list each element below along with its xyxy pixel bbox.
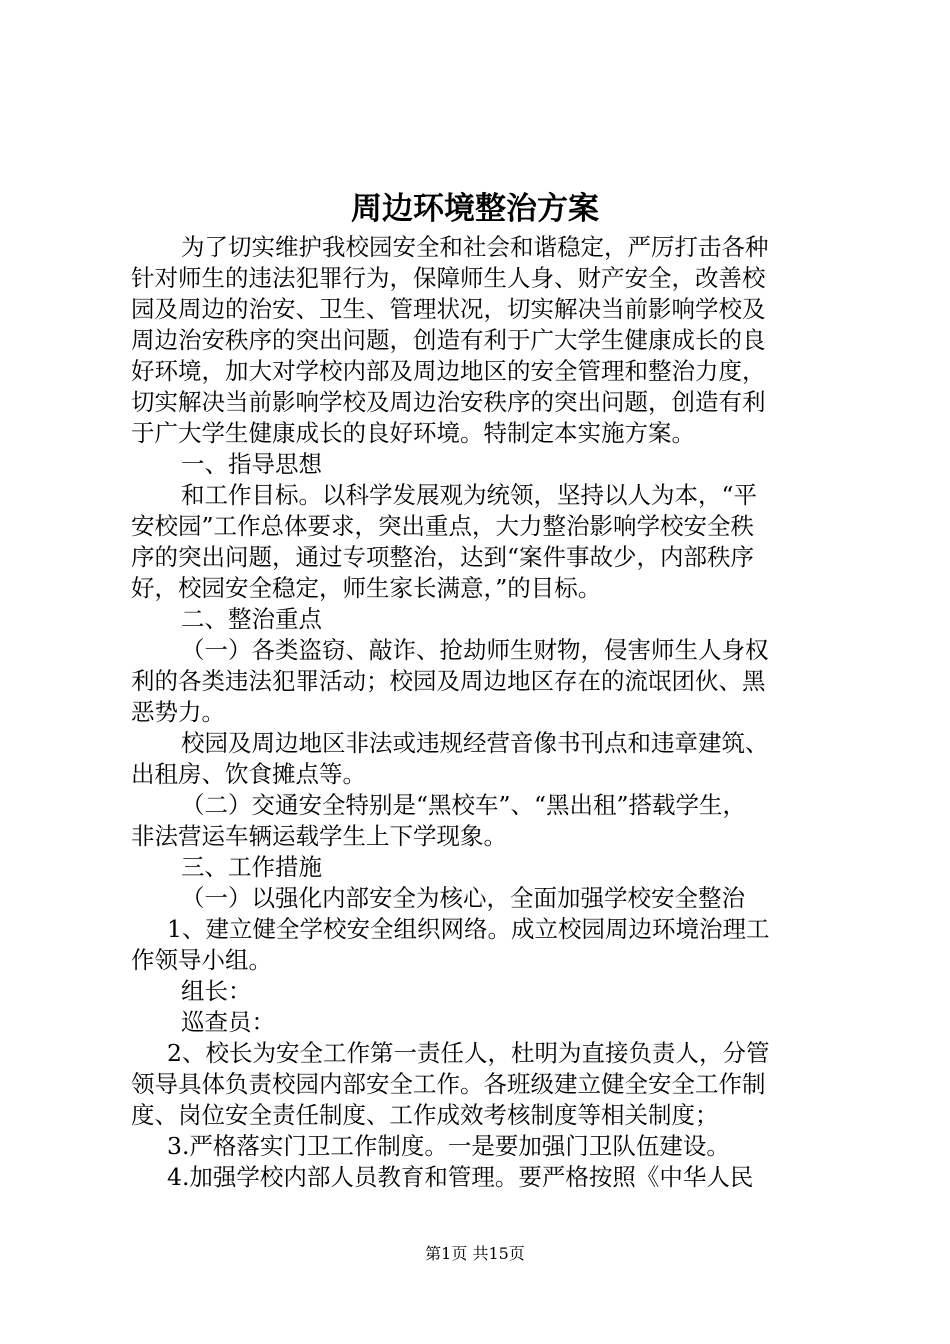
body-line: 2、校长为安全工作第一责任人，杜明为直接负责人，分管 bbox=[167, 1039, 770, 1067]
body-line: 针对师生的违法犯罪行为，保障师生人身、财产安全，改善校 bbox=[131, 264, 766, 292]
document-title: 周边环境整治方案 bbox=[351, 191, 599, 227]
body-line: 安校园”工作总体要求，突出重点，大力整治影响学校安全秩 bbox=[131, 512, 755, 540]
body-line: 序的突出问题，通过专项整治，达到“案件事故少，内部秩序 bbox=[131, 543, 755, 571]
body-line: 一、指导思想 bbox=[181, 450, 322, 478]
page-footer: 第1页 共15页 bbox=[425, 1244, 525, 1263]
body-line: 度、岗位安全责任制度、工作成效考核制度等相关制度； bbox=[131, 1101, 719, 1129]
body-line: 三、工作措施 bbox=[181, 853, 322, 881]
body-line: 好环境，加大对学校内部及周边地区的安全管理和整治力度， bbox=[131, 357, 766, 385]
body-line: 领导具体负责校园内部安全工作。各班级建立健全安全工作制 bbox=[131, 1070, 766, 1098]
body-line: 切实解决当前影响学校及周边治安秩序的突出问题，创造有利 bbox=[131, 388, 766, 416]
body-line: （一）各类盗窃、敲诈、抢劫师生财物，侵害师生人身权 bbox=[181, 636, 769, 664]
body-line: 出租房、饮食摊点等。 bbox=[131, 760, 366, 788]
body-line: 作领导小组。 bbox=[131, 946, 272, 974]
body-line: 为了切实维护我校园安全和社会和谐稳定，严厉打击各种 bbox=[181, 233, 769, 261]
body-line: 巡查员： bbox=[181, 1008, 275, 1036]
body-line: 利的各类违法犯罪活动；校园及周边地区存在的流氓团伙、黑 bbox=[131, 667, 766, 695]
body-line: 校园及周边地区非法或违规经营音像书刊点和违章建筑、 bbox=[181, 729, 769, 757]
body-line: 4.加强学校内部人员教育和管理。要严格按照《中华人民 bbox=[167, 1163, 754, 1191]
body-line: 1、建立健全学校安全组织网络。成立校园周边环境治理工 bbox=[167, 915, 770, 943]
body-line: 非法营运车辆运载学生上下学现象。 bbox=[131, 822, 507, 850]
body-line: 于广大学生健康成长的良好环境。特制定本实施方案。 bbox=[131, 419, 695, 447]
body-line: 3.严格落实门卫工作制度。一是要加强门卫队伍建设。 bbox=[167, 1132, 730, 1160]
body-line: 组长： bbox=[181, 977, 252, 1005]
body-line: 好，校园安全稳定，师生家长满意，”的目标。 bbox=[131, 574, 602, 602]
document-body bbox=[131, 232, 841, 1193]
body-line: 二、整治重点 bbox=[181, 605, 322, 633]
body-line: 恶势力。 bbox=[131, 698, 225, 726]
body-line: （二）交通安全特别是“黑校车”、“黑出租”搭载学生， bbox=[181, 791, 747, 819]
body-line: 和工作目标。以科学发展观为统领，坚持以人为本，“平 bbox=[181, 481, 758, 509]
body-line: （一）以强化内部安全为核心，全面加强学校安全整治 bbox=[181, 884, 745, 912]
body-line: 园及周边的治安、卫生、管理状况，切实解决当前影响学校及 bbox=[131, 295, 766, 323]
body-line: 周边治安秩序的突出问题，创造有利于广大学生健康成长的良 bbox=[131, 326, 766, 354]
